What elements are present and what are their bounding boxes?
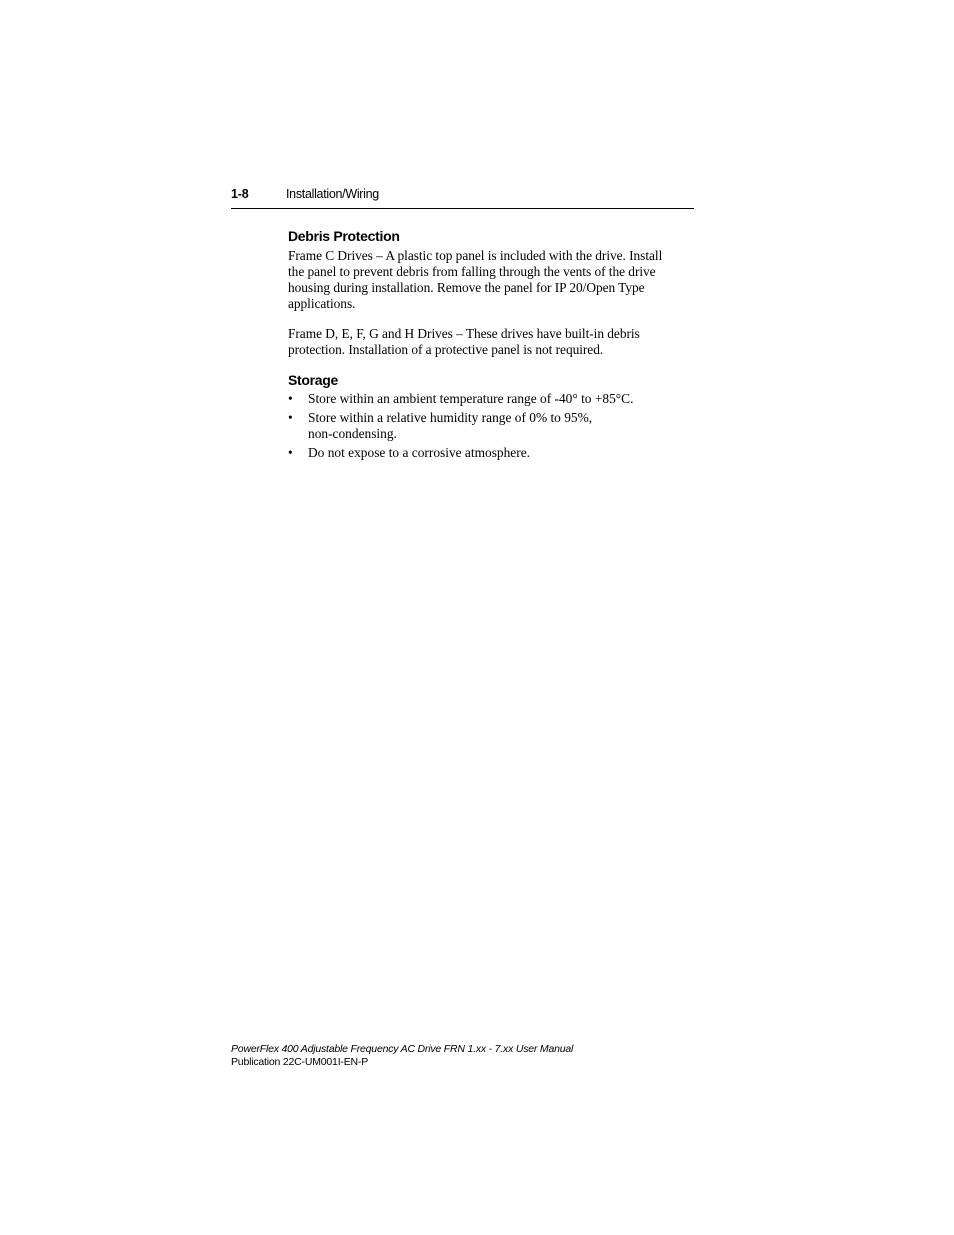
frame-d-h-line-2: protection. Installation of a protective panel is not required. — [288, 342, 604, 357]
frame-c-line-1: Frame C Drives – A plastic top panel is included with the drive. Install — [288, 248, 663, 263]
frame-d-h-paragraph — [288, 326, 698, 358]
debris-protection-heading: Debris Protection — [288, 228, 400, 244]
storage-list — [288, 391, 698, 461]
list-item — [288, 410, 638, 442]
list-item-text: Do not expose to a corrosive atmosphere. — [308, 445, 530, 460]
list-item-text: Store within a relative humidity range of 0% to 95%, — [308, 410, 593, 425]
manual-title: PowerFlex 400 Adjustable Frequency AC Drive FRN 1.xx - 7.xx User Manual — [231, 1043, 574, 1055]
list-item — [288, 391, 638, 407]
main-content — [288, 226, 698, 464]
list-item-text: non-condensing. — [308, 426, 397, 441]
bullet-icon: • — [288, 445, 293, 460]
bullet-icon: • — [288, 410, 293, 425]
bullet-icon: • — [288, 391, 293, 406]
frame-d-h-line-1: Frame D, E, F, G and H Drives – These drives have built-in debris — [288, 326, 640, 341]
frame-c-line-4: applications. — [288, 296, 356, 311]
frame-c-paragraph — [288, 248, 698, 312]
publication-number: Publication 22C-UM001I-EN-P — [231, 1056, 368, 1068]
section-title: Installation/Wiring — [286, 187, 379, 201]
frame-c-line-3: housing during installation. Remove the panel for IP 20/Open Type — [288, 280, 645, 295]
page-number: 1-8 — [231, 187, 249, 201]
list-item — [288, 445, 638, 461]
list-item-text: Store within an ambient temperature range of -40° to +85°C. — [308, 391, 634, 406]
page-header — [231, 184, 694, 209]
frame-c-line-2: the panel to prevent debris from falling through the vents of the drive — [288, 264, 656, 279]
storage-heading: Storage — [288, 372, 339, 388]
page-footer — [231, 1043, 573, 1069]
